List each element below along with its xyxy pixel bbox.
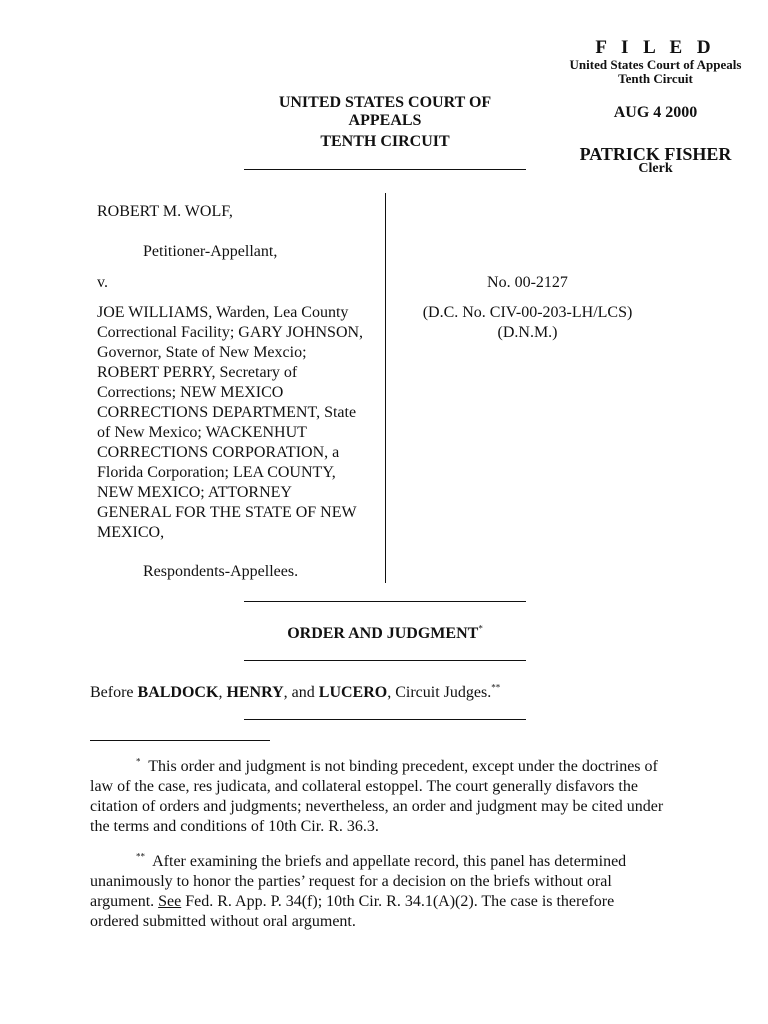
panel-sep: , <box>218 684 227 701</box>
order-rule <box>244 660 526 661</box>
respondents-list <box>97 303 377 543</box>
footnote-separator <box>90 740 270 741</box>
judge-henry: HENRY <box>226 684 284 701</box>
respondent-line: CORRECTIONS DEPARTMENT, State <box>97 404 357 421</box>
respondent-line: of New Mexico; WACKENHUT <box>97 424 307 441</box>
respondent-line: Correctional Facility; GARY JOHNSON, <box>97 324 364 341</box>
respondents-role: Respondents-Appellees. <box>143 563 299 580</box>
filed-word: F I L E D <box>595 37 716 58</box>
panel-rule <box>244 719 526 720</box>
respondent-line: MEXICO, <box>97 524 165 541</box>
footnote-line: law of the case, res judicata, and collateral estoppel. The court generally disfavors the <box>90 778 638 795</box>
case-number: No. 00-2127 <box>487 274 568 291</box>
clerk-title: Clerk <box>638 161 673 176</box>
footnote-line: This order and judgment is not binding precedent, except under the doctrines of <box>148 758 658 775</box>
petitioner-name: ROBERT M. WOLF, <box>97 203 233 220</box>
caption-divider <box>385 193 386 583</box>
footnote-line: After examining the briefs and appellate record, this panel has determined <box>152 853 627 870</box>
panel-prefix: Before <box>90 684 138 701</box>
court-name: UNITED STATES COURT OF APPEALS <box>278 94 492 129</box>
respondent-line: NEW MEXICO; ATTORNEY <box>97 484 292 501</box>
footnote-line: unanimously to honor the parties’ request for a decision on the briefs without oral <box>90 873 612 890</box>
judge-lucero: LUCERO <box>318 684 388 701</box>
caption-rule <box>244 601 526 602</box>
footnote-2 <box>90 852 680 932</box>
footnote-1-marker: * <box>136 756 141 767</box>
petitioner-role: Petitioner-Appellant, <box>143 243 278 260</box>
clerk-name: PATRICK FISHER <box>579 144 732 164</box>
respondent-line: CORRECTIONS CORPORATION, a <box>97 444 340 461</box>
filed-date: AUG 4 2000 <box>613 104 698 121</box>
versus-label: v. <box>97 274 108 291</box>
judge-baldock: BALDOCK <box>137 684 219 701</box>
footnote-2-marker: ** <box>136 851 145 862</box>
header-rule <box>244 169 526 170</box>
district: (D.N.M.) <box>497 324 558 341</box>
order-title-marker: * <box>478 623 483 634</box>
footnote-line: Fed. R. App. P. 34(f); 10th Cir. R. 34.1(A)(2). The case is therefore <box>181 893 615 910</box>
panel-suffix: , Circuit Judges. <box>387 684 492 701</box>
order-title <box>244 625 526 643</box>
footnote-line: ordered submitted without oral argument. <box>90 913 356 930</box>
footnote-line: the terms and conditions of 10th Cir. R. 36.3. <box>90 818 379 835</box>
filed-circuit: Tenth Circuit <box>618 71 693 86</box>
see-signal: See <box>158 893 182 910</box>
circuit-name: TENTH CIRCUIT <box>320 133 450 150</box>
respondent-line: JOE WILLIAMS, Warden, Lea County <box>97 304 349 321</box>
respondent-line: Florida Corporation; LEA COUNTY, <box>97 464 336 481</box>
respondent-line: ROBERT PERRY, Secretary of <box>97 364 298 381</box>
respondent-line: GENERAL FOR THE STATE OF NEW <box>97 504 357 521</box>
footnote-line: argument. <box>90 893 159 910</box>
panel-line <box>90 684 690 702</box>
filed-stamp <box>548 38 763 86</box>
respondent-line: Corrections; NEW MEXICO <box>97 384 284 401</box>
order-title-text: ORDER AND JUDGMENT <box>287 625 479 642</box>
dc-number: (D.C. No. CIV-00-203-LH/LCS) <box>422 304 633 321</box>
footnote-line: citation of orders and judgments; nevertheless, an order and judgment may be cited under <box>90 798 664 815</box>
respondent-line: Governor, State of New Mexcio; <box>97 344 307 361</box>
footnote-1 <box>90 757 680 837</box>
filed-court: United States Court of Appeals <box>569 57 742 72</box>
panel-sep: , and <box>283 684 319 701</box>
panel-marker: ** <box>491 682 501 693</box>
